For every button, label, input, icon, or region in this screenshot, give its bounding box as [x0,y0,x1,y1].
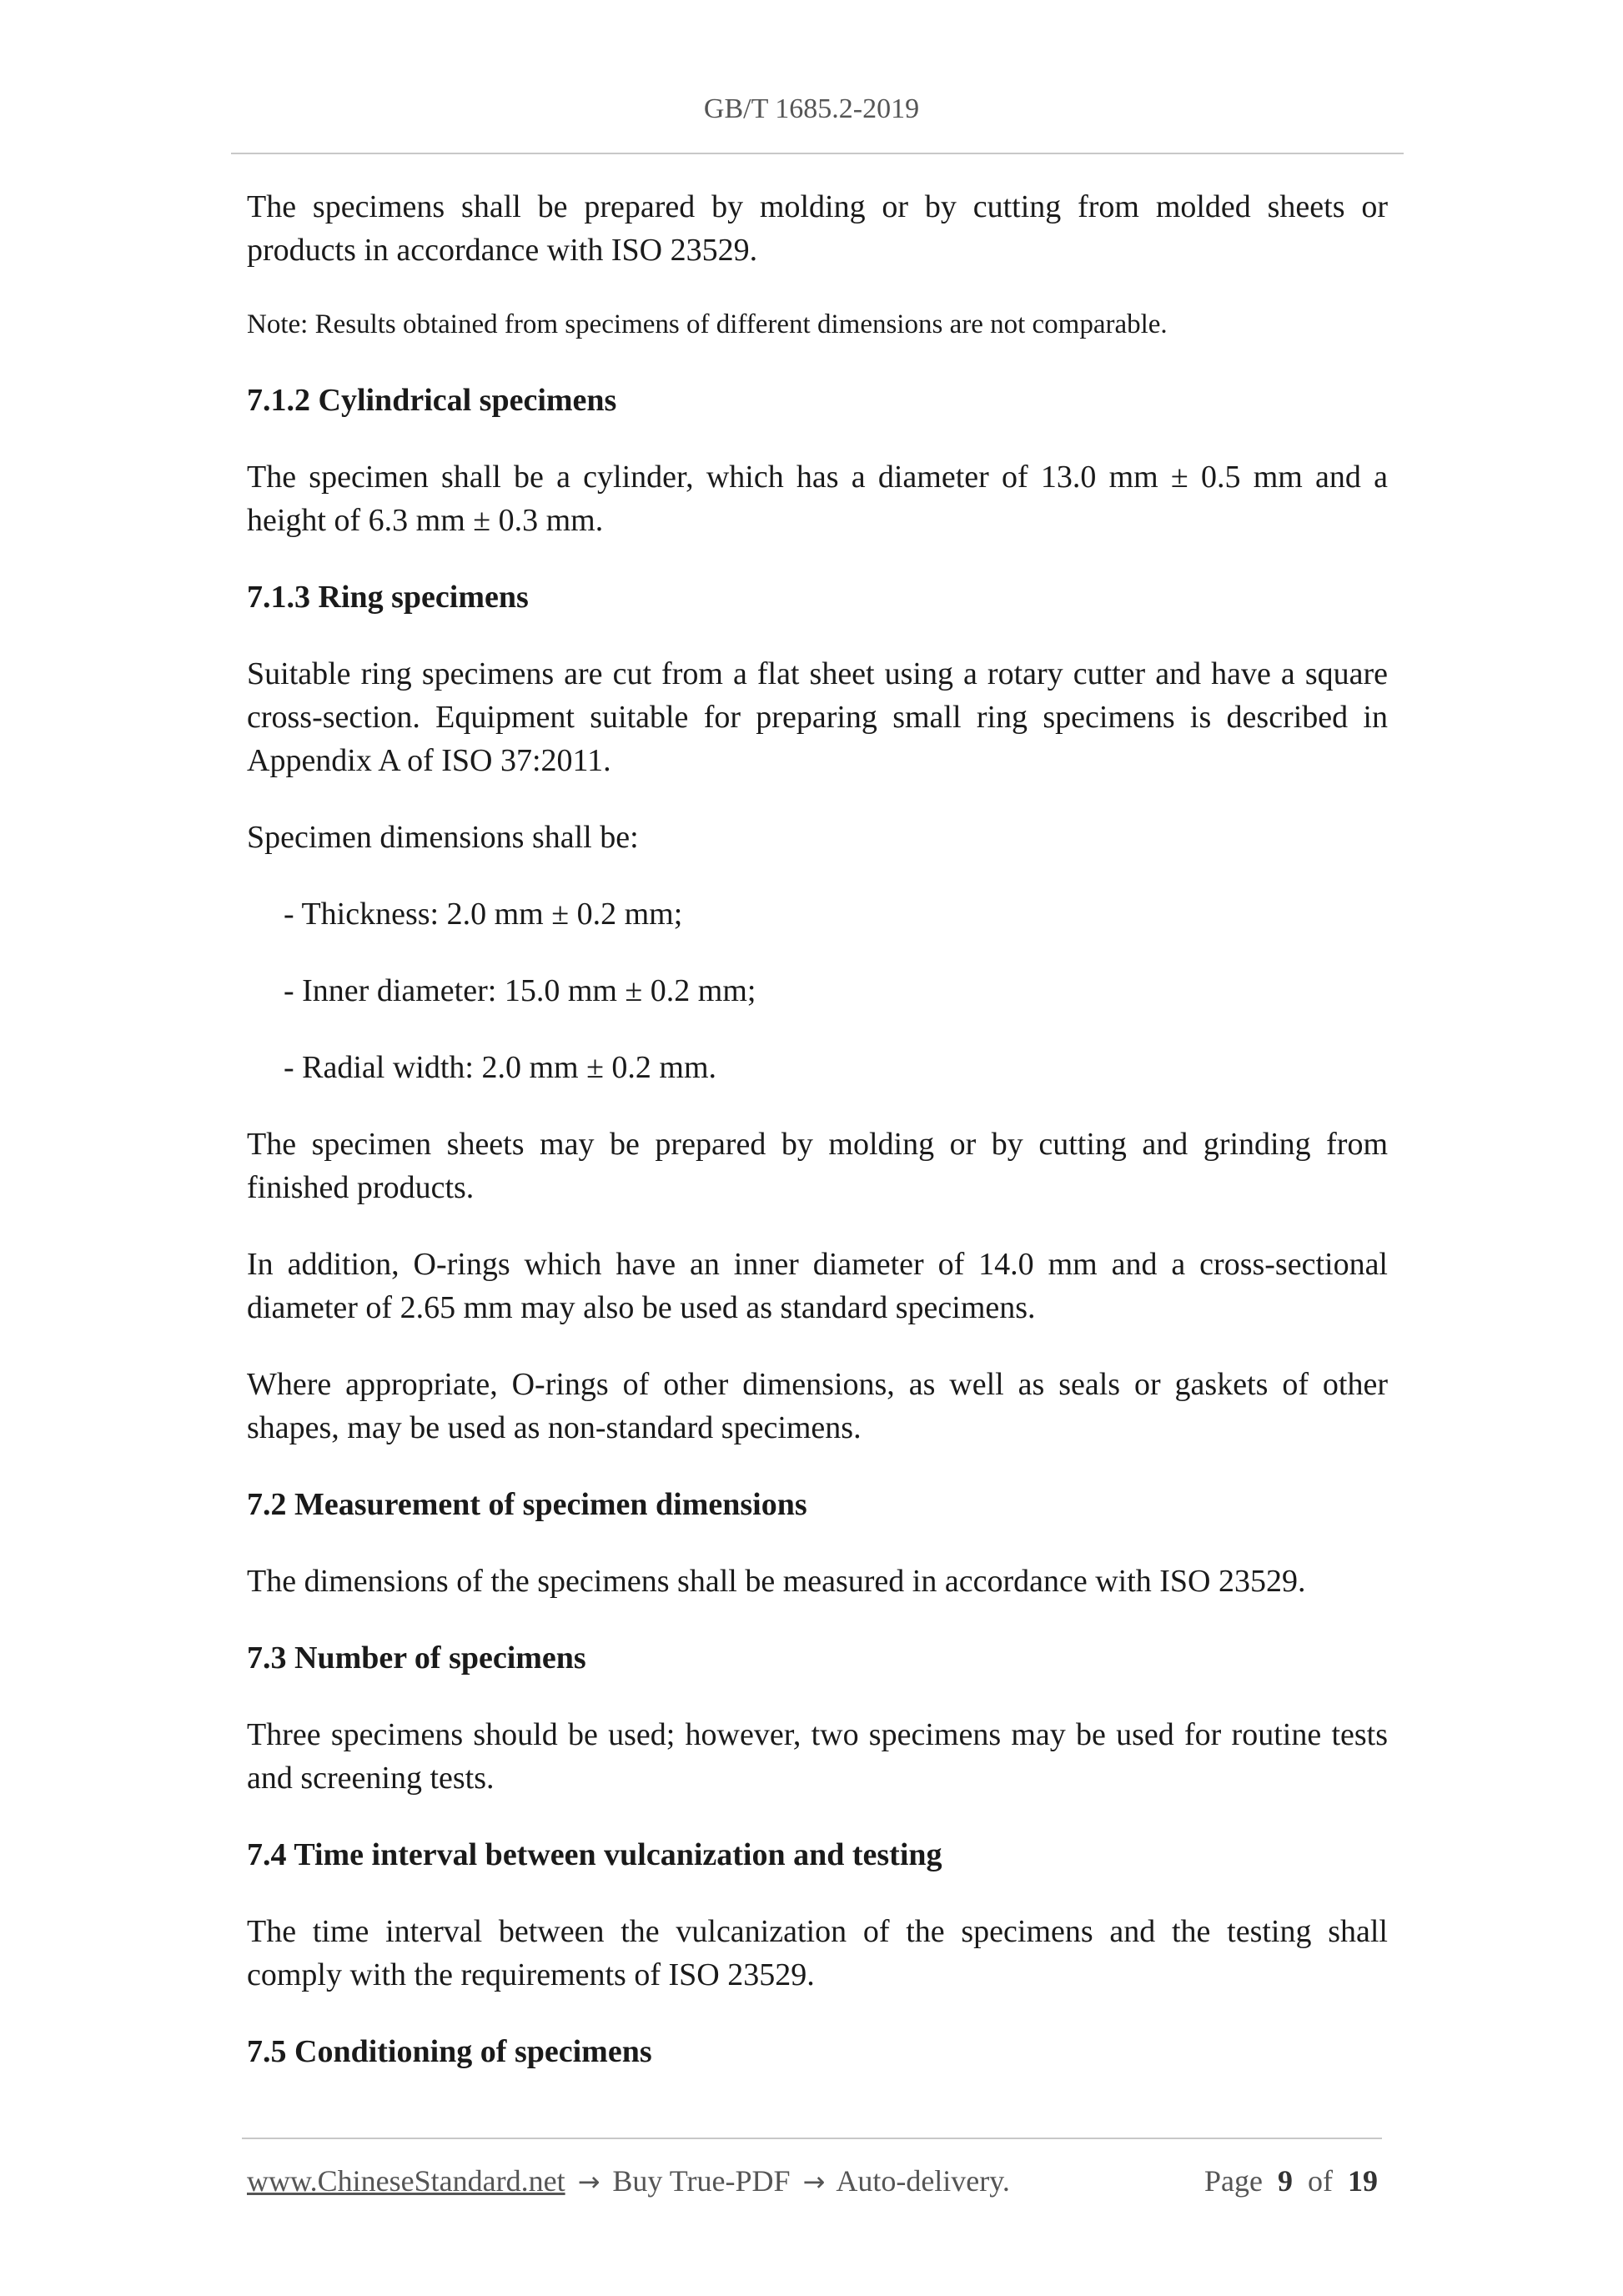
of-label: of [1308,2164,1333,2198]
heading-7-4: 7.4 Time interval between vulcanization and testing [247,1837,942,1872]
dimension-item-thickness: - Thickness: 2.0 mm ± 0.2 mm; [284,897,683,932]
dimension-item-radial-width: - Radial width: 2.0 mm ± 0.2 mm. [284,1050,717,1085]
dimension-item-inner-diameter: - Inner diameter: 15.0 mm ± 0.2 mm; [284,973,756,1008]
paragraph-7-1-3-e: Where appropriate, O-rings of other dimensions, as well as seals or gaskets of other shapes, may be used as non-standard specimens. [247,1367,1388,1445]
paragraph-7-1-3-b: Specimen dimensions shall be: [247,820,639,855]
heading-7-1-2: 7.1.2 Cylindrical specimens [247,383,617,418]
page-counter [1204,2163,1378,2198]
total-page-number: 19 [1348,2164,1378,2198]
auto-delivery-text: Auto-delivery. [836,2164,1010,2198]
current-page-number: 9 [1278,2164,1293,2198]
footer-promo [247,2163,1010,2198]
paragraph-7-2: The dimensions of the specimens shall be measured in accordance with ISO 23529. [247,1564,1306,1599]
paragraph-7-3: Three specimens should be used; however, two specimens may be used for routine tests and screening tests. [247,1717,1388,1796]
note-paragraph: Note: Results obtained from specimens of different dimensions are not comparable. [247,309,1168,339]
page-label: Page [1204,2164,1263,2198]
header-divider [231,153,1404,154]
paragraph-7-1-3-d: In addition, O-rings which have an inner diameter of 14.0 mm and a cross-sectional diameter of 2.65 mm may also be used as standard specimens. [247,1247,1388,1325]
heading-7-1-3: 7.1.3 Ring specimens [247,580,529,615]
paragraph-7-4: The time interval between the vulcanization of the specimens and the testing shall comply with the requirements of ISO 23529. [247,1914,1388,1992]
buy-pdf-text: Buy True-PDF [612,2164,791,2198]
page-footer [247,2163,1378,2203]
heading-7-5: 7.5 Conditioning of specimens [247,2034,652,2069]
page-content [247,185,1388,2073]
heading-7-3: 7.3 Number of specimens [247,1640,586,1676]
heading-7-2: 7.2 Measurement of specimen dimensions [247,1487,807,1522]
arrow-right-icon: → [577,2166,600,2198]
paragraph-7-1-2: The specimen shall be a cylinder, which has a diameter of 13.0 mm ± 0.5 mm and a height of 6.3 mm ± 0.3 mm. [247,460,1388,538]
paragraph-7-1-3-c: The specimen sheets may be prepared by molding or by cutting and grinding from finished products. [247,1127,1388,1205]
paragraph-7-1-3-a: Suitable ring specimens are cut from a flat sheet using a rotary cutter and have a square cross-section. Equipment suitable for preparing small ring specimens is described in Appendix A of ISO 37:2011. [247,656,1388,778]
intro-paragraph: The specimens shall be prepared by molding or by cutting from molded sheets or products in accordance with ISO 23529. [247,189,1388,268]
document-header: GB/T 1685.2-2019 [703,93,920,124]
footer-divider [242,2138,1382,2139]
site-link[interactable]: www.ChineseStandard.net [247,2164,565,2198]
arrow-right-icon: → [802,2166,826,2198]
